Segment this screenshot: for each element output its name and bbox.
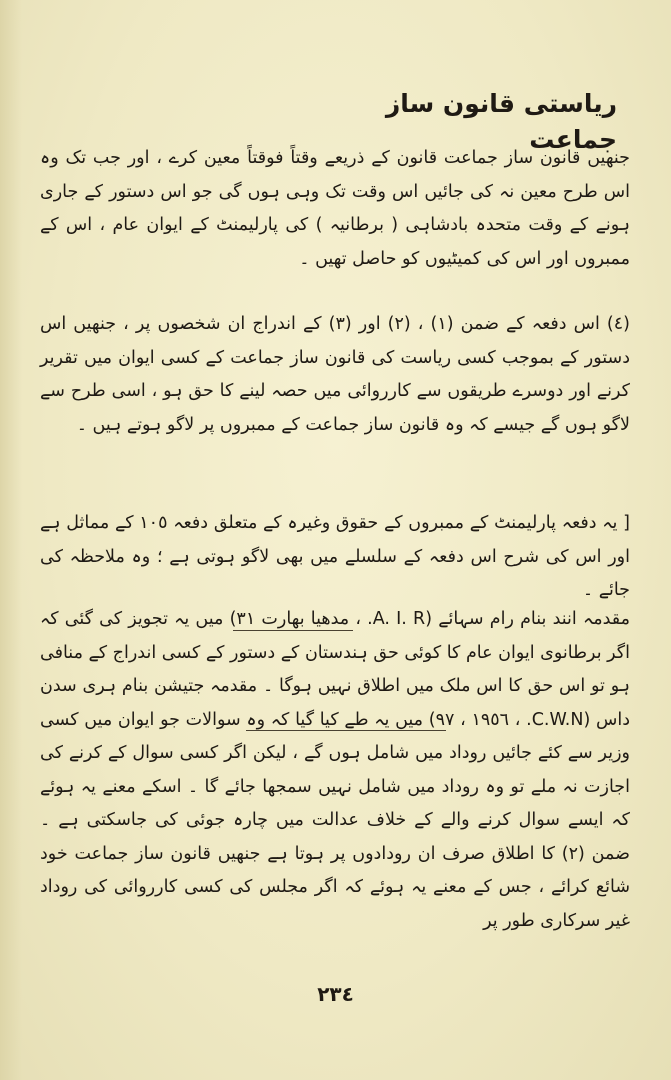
paragraph-2: (٤) اس دفعہ کے ضمن (١) ، (٢) اور (٣) کے اندراج ان شخصوں پر ، جنھیں اس دستور کے بموجب کسی ریاست کی قانون ساز جماعت کے کسی ایوان میں تقریر کرنے اور دوسرے طریقوں سے کارروائی میں حصہ لینے کا حق ہو ، اسی طرح سے لاگو ہوں گے جیسے کہ وہ قانون ساز جماعت کے ممبروں پر لاگو ہوتے ہیں ۔ xyxy=(40,314,630,435)
page-spine-shadow xyxy=(0,0,22,1080)
paragraph-3-note: [ یہ دفعہ پارلیمنٹ کے ممبروں کے حقوق وغیرہ کے متعلق دفعہ ١٠٥ کے مماثل ہے اور اس کی شرح اس دفعہ کے سلسلے میں بھی لاگو ہوتی ہے ؛ وہ ملاحظہ کی جائے ۔ xyxy=(40,513,630,600)
case-name-underline xyxy=(246,730,446,731)
paragraph-4-case-law: مقدمہ انند بنام رام سہائے (A. I. R. ، مدھیا بھارت ٣١) میں یہ تجویز کی گئی کہ اگر برطانوی ایوان عام کا کوئی حق ہندستان کے دستور کے کسی اندراج کے منافی ہو تو اس حق کا اس ملک میں اطلاق نہیں ہوگا ۔ مقدمہ جتیشن بنام ہری سدن داس (C.W.N. ، ١٩٥٦ ، ٩٧) میں یہ طے کیا گیا کہ وہ سوالات جو ایوان میں کسی وزیر سے کئے جائیں روداد میں شامل ہوں گے ، لیکن اگر کسی سوال کے کرنے کی اجازت نہ ملے تو وہ روداد میں شامل نہیں سمجھا جائے گا ۔ اسکے معنے یہ ہوئے کہ ایسے سوال کرنے والے کے خلاف عدالت میں چارہ جوئی کی جاسکتی ہے ۔ ضمن (٢) کا اطلاق صرف ان رودادوں پر ہوتا ہے جنھیں قانون ساز جماعت خود شائع کرائے ، جس کے معنے یہ ہوئے کہ اگر مجلس کی کسی کارروائی کی روداد غیر سرکاری طور پر xyxy=(40,609,630,931)
page-number: ٢٣٤ xyxy=(317,982,354,1006)
paragraph-1: جنھیں قانون ساز جماعت قانون کے ذریعے وقتاً فوقتاً معین کرے ، اور جب تک وہ اس طرح معین نہ کی جائیں اس وقت تک وہی ہوں گی جو اس دستور کے جاری ہونے کے وقت متحدہ بادشاہی ( برطانیہ ) کی پارلیمنٹ کے ایوان عام ، اس کے ممبروں اور اس کی کمیٹیوں کو حاصل تھیں ۔ xyxy=(40,148,630,269)
case-name-underline xyxy=(233,630,353,631)
page-heading: ریاستی قانون ساز جماعت xyxy=(385,89,617,154)
